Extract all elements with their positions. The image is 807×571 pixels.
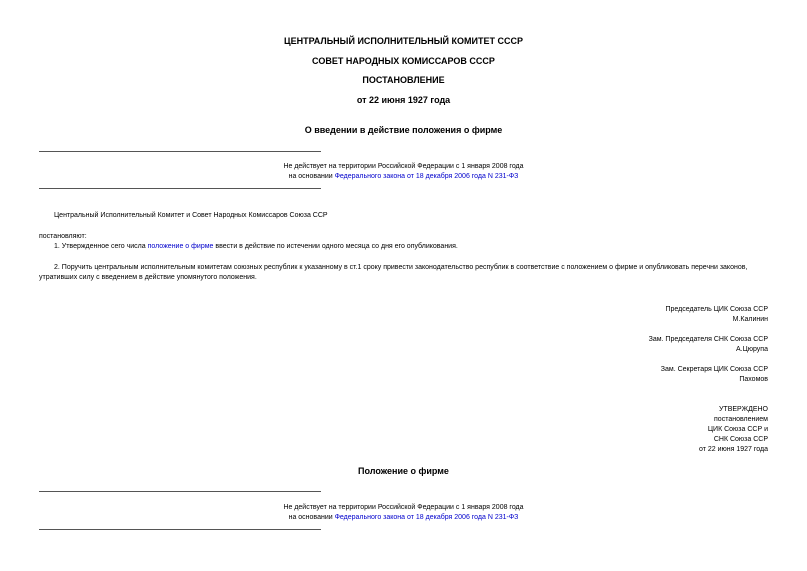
item-2-line-2: утративших силу с введением в действие упомянутого положения.	[39, 274, 257, 281]
federal-law-link[interactable]: Федерального закона от 18 декабря 2006 года N 231-ФЗ	[334, 173, 519, 180]
signature-block	[649, 335, 768, 355]
item-1-pre: 1. Утвержденное сего числа	[54, 243, 148, 250]
document-title: О введении в действие положения о фирме	[304, 125, 503, 135]
signature-name: А.Цюрупа	[735, 346, 768, 353]
notice-line-1: Не действует на территории Российской Федерации с 1 января 2008 года	[283, 163, 524, 170]
intro-text: Центральный Исполнительный Комитет и Совет Народных Комиссаров Союза ССР	[54, 212, 328, 219]
section-title: Положение о фирме	[358, 466, 449, 476]
header-council: СОВЕТ НАРОДНЫХ КОМИССАРОВ СССР	[312, 56, 495, 66]
signature-role: Зам. Председателя СНК Союза ССР	[648, 336, 768, 343]
signature-block	[665, 305, 768, 325]
header-committee: ЦЕНТРАЛЬНЫЙ ИСПОЛНИТЕЛЬНЫЙ КОМИТЕТ СССР	[284, 36, 523, 46]
notice-line-1: Не действует на территории Российской Федерации с 1 января 2008 года	[283, 504, 524, 511]
header-resolution: ПОСТАНОВЛЕНИЕ	[362, 75, 445, 85]
divider	[39, 491, 321, 492]
approval-line: постановлением	[714, 416, 768, 423]
notice-line-2	[0, 173, 807, 180]
header-date: от 22 июня 1927 года	[356, 95, 451, 105]
notice-prefix: на основании	[288, 514, 335, 521]
divider	[39, 529, 321, 530]
resolves-text: постановляют:	[39, 233, 87, 240]
federal-law-link[interactable]: Федерального закона от 18 декабря 2006 года N 231-ФЗ	[334, 514, 519, 521]
signature-block	[661, 365, 768, 385]
approval-line: СНК Союза ССР	[713, 436, 768, 443]
item-1-post: ввести в действие по истечении одного месяца со дня его опубликования.	[213, 243, 458, 250]
divider	[39, 188, 321, 189]
signature-name: М.Калинин	[732, 316, 768, 323]
notice-prefix: на основании	[288, 173, 335, 180]
item-2-line-1: 2. Поручить центральным исполнительным комитетам союзных республик к указанному в ст.1 сроку привести законодательство республик в соответствие с положением о фирме и опубликовать перечни законов,	[54, 264, 748, 271]
regulation-link[interactable]: положение о фирме	[147, 243, 214, 250]
divider	[39, 151, 321, 152]
signature-role: Председатель ЦИК Союза ССР	[665, 306, 768, 313]
item-1	[54, 243, 458, 250]
signature-role: Зам. Секретаря ЦИК Союза ССР	[660, 366, 768, 373]
approval-block	[699, 405, 768, 455]
approval-line: УТВЕРЖДЕНО	[718, 406, 768, 413]
signature-name: Пахомов	[739, 376, 768, 383]
notice-line-2	[0, 514, 807, 521]
approval-line: от 22 июня 1927 года	[698, 446, 768, 453]
approval-line: ЦИК Союза ССР и	[707, 426, 768, 433]
